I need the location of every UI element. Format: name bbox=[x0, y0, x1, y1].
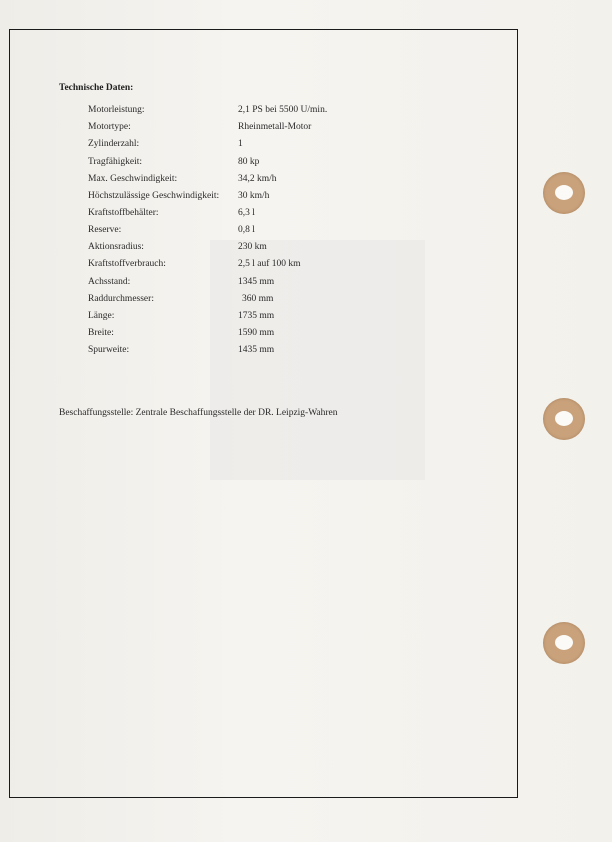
spec-row bbox=[0, 191, 612, 205]
spec-label: Tragfähigkeit: bbox=[88, 157, 143, 167]
spec-row bbox=[0, 157, 612, 171]
spec-value: 0,8 l bbox=[238, 225, 255, 235]
spec-row bbox=[0, 345, 612, 359]
spec-row bbox=[0, 122, 612, 136]
spec-label: Kraftstoffbehälter: bbox=[88, 208, 159, 218]
spec-row bbox=[0, 277, 612, 291]
spec-label: Motorleistung: bbox=[88, 105, 145, 115]
spec-label: Kraftstoffverbrauch: bbox=[88, 259, 166, 269]
spec-value: 230 km bbox=[238, 242, 267, 252]
spec-label: Motortype: bbox=[88, 122, 131, 132]
spec-row bbox=[0, 105, 612, 119]
spec-label: Raddurchmesser: bbox=[88, 294, 154, 304]
spec-label: Zylinderzahl: bbox=[88, 139, 140, 149]
spec-value: 6,3 l bbox=[238, 208, 255, 218]
spec-label: Länge: bbox=[88, 311, 115, 321]
spec-value: 80 kp bbox=[238, 157, 260, 167]
spec-row bbox=[0, 294, 612, 308]
spec-row bbox=[0, 311, 612, 325]
punch-hole-icon bbox=[543, 622, 585, 664]
spec-row bbox=[0, 259, 612, 273]
spec-value: 34,2 km/h bbox=[238, 174, 277, 184]
spec-value: 1345 mm bbox=[238, 277, 275, 287]
spec-label: Breite: bbox=[88, 328, 114, 338]
spec-label: Max. Geschwindigkeit: bbox=[88, 174, 178, 184]
spec-label: Aktionsradius: bbox=[88, 242, 144, 252]
spec-row bbox=[0, 208, 612, 222]
punch-hole-icon bbox=[543, 172, 585, 214]
spec-row bbox=[0, 225, 612, 239]
spec-label: Achsstand: bbox=[88, 277, 131, 287]
spec-label: Höchstzulässige Geschwindigkeit: bbox=[88, 191, 220, 201]
spec-value: 360 mm bbox=[242, 294, 274, 304]
spec-value: 2,1 PS bei 5500 U/min. bbox=[238, 105, 328, 115]
punch-hole-icon bbox=[543, 398, 585, 440]
spec-value: 1590 mm bbox=[238, 328, 275, 338]
spec-row bbox=[0, 174, 612, 188]
spec-value: 1735 mm bbox=[238, 311, 275, 321]
spec-value: Rheinmetall-Motor bbox=[238, 122, 312, 132]
spec-row bbox=[0, 242, 612, 256]
spec-value: 1 bbox=[238, 139, 243, 149]
spec-label: Spurweite: bbox=[88, 345, 130, 355]
spec-value: 30 km/h bbox=[238, 191, 270, 201]
spec-value: 1435 mm bbox=[238, 345, 275, 355]
supply-note: Beschaffungsstelle: Zentrale Beschaffungsstelle der DR. Leipzig-Wahren bbox=[59, 408, 338, 418]
page-title: Technische Daten: bbox=[59, 83, 134, 93]
spec-label: Reserve: bbox=[88, 225, 122, 235]
spec-row bbox=[0, 139, 612, 153]
spec-row bbox=[0, 328, 612, 342]
spec-value: 2,5 l auf 100 km bbox=[238, 259, 301, 269]
